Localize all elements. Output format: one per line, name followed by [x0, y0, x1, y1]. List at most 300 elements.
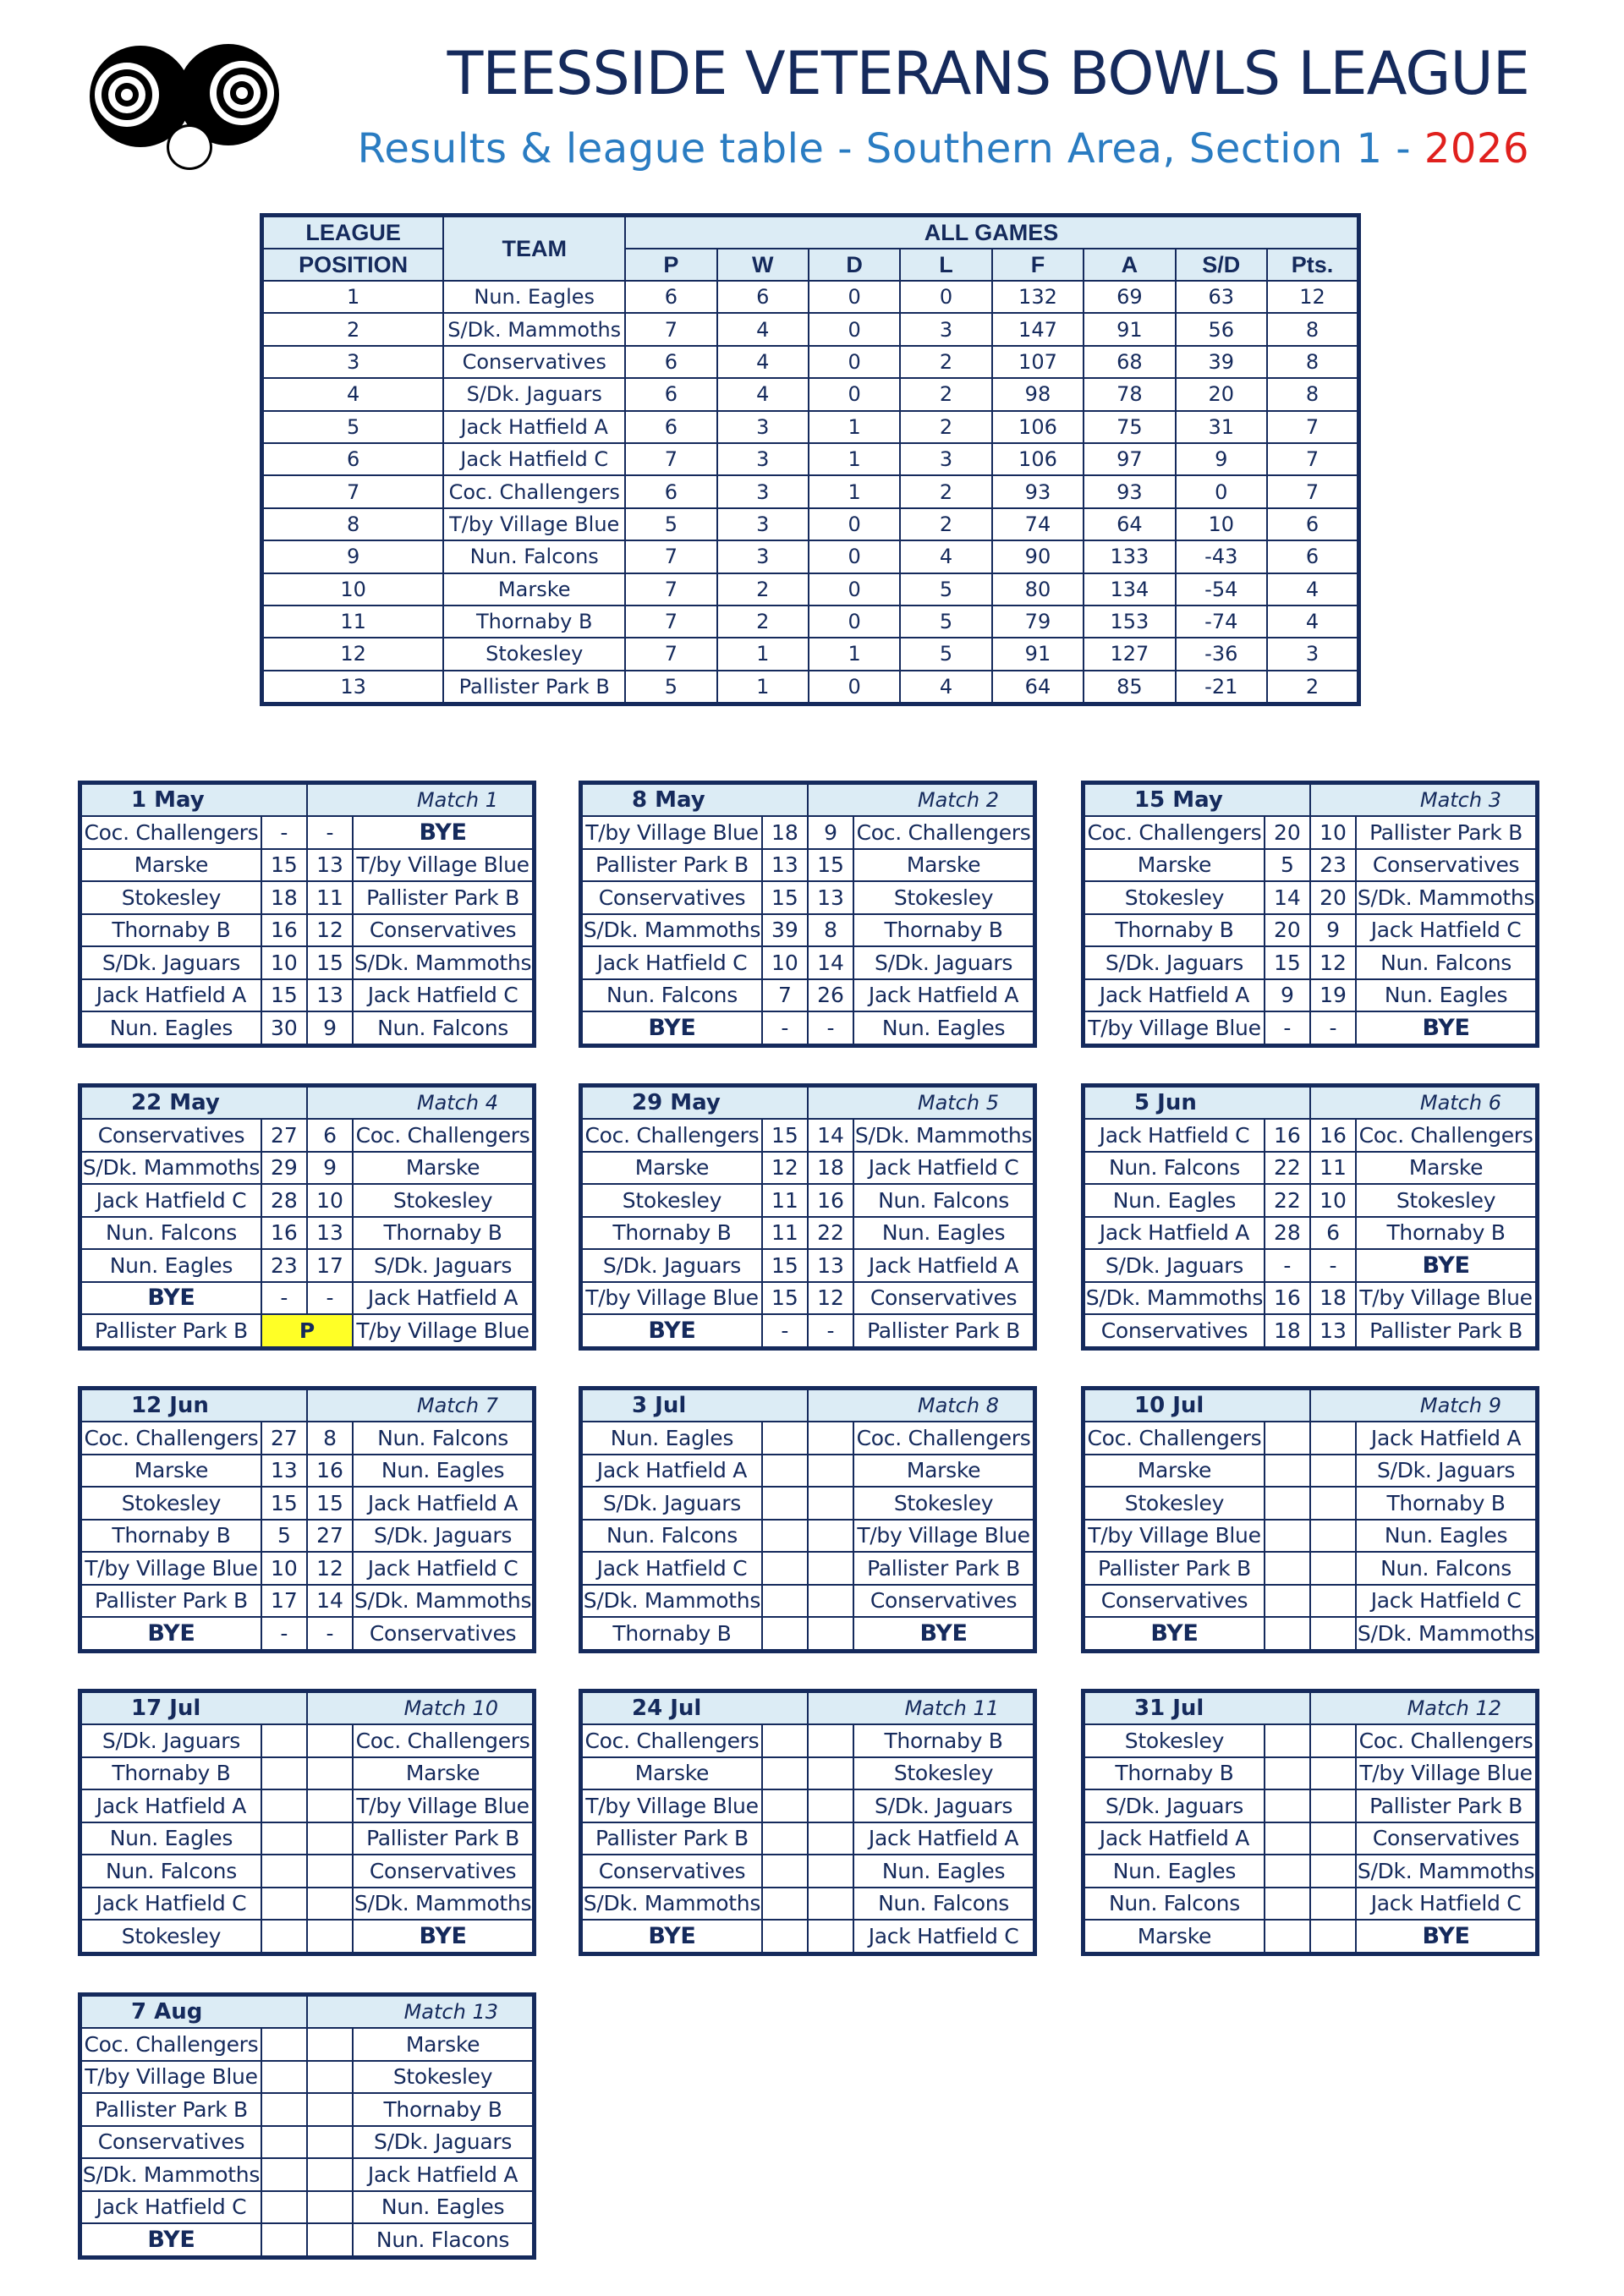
- stat-cell: 85: [1084, 671, 1175, 704]
- match-label: Match 10: [307, 1691, 535, 1725]
- home-team: T/by Village Blue: [581, 816, 762, 849]
- fixture-row: [80, 816, 535, 849]
- fixture-row: [80, 1789, 535, 1822]
- all-games-header: ALL GAMES: [625, 216, 1358, 249]
- home-team: S/Dk. Jaguars: [581, 1487, 762, 1520]
- away-score: 19: [1310, 979, 1356, 1012]
- away-team: Jack Hatfield C: [1356, 1585, 1537, 1618]
- away-team: Nun. Eagles: [1356, 1520, 1537, 1553]
- fixture-row: [1084, 1217, 1538, 1250]
- stat-cell: 7: [625, 443, 716, 475]
- league-position: 10: [262, 573, 444, 606]
- home-team: Jack Hatfield A: [1084, 1822, 1265, 1855]
- table-row: [262, 346, 1359, 378]
- home-score: 15: [762, 1119, 808, 1152]
- league-position: 4: [262, 378, 444, 410]
- match-label: Match 5: [808, 1086, 1035, 1120]
- home-score: [261, 1822, 307, 1855]
- stat-cell: 2: [717, 606, 809, 638]
- away-team: Nun. Flacons: [353, 2223, 534, 2257]
- home-team: Coc. Challengers: [80, 816, 261, 849]
- home-team: S/Dk. Jaguars: [1084, 1789, 1265, 1822]
- away-team: S/Dk. Jaguars: [353, 1249, 534, 1282]
- away-score: 16: [1310, 1119, 1356, 1152]
- away-team: Stokesley: [353, 1184, 534, 1217]
- home-team: Marske: [80, 849, 261, 882]
- stat-cell: 3: [717, 443, 809, 475]
- away-score: 10: [1310, 816, 1356, 849]
- away-score: 10: [1310, 1184, 1356, 1217]
- home-team: T/by Village Blue: [80, 1552, 261, 1585]
- fixture-row: [581, 1724, 1035, 1757]
- stat-cell: 7: [625, 606, 716, 638]
- away-team: T/by Village Blue: [353, 849, 534, 882]
- match-header: [1084, 1691, 1538, 1725]
- home-team: Jack Hatfield C: [581, 946, 762, 979]
- match-label: Match 2: [808, 783, 1035, 817]
- team-name: S/Dk. Mammoths: [443, 313, 625, 345]
- table-row: [262, 281, 1359, 313]
- away-score: [1310, 1520, 1356, 1553]
- home-team: Coc. Challengers: [80, 1422, 261, 1455]
- away-score: [1310, 1617, 1356, 1651]
- away-score: [1310, 1422, 1356, 1455]
- away-score: 13: [1310, 1314, 1356, 1348]
- stat-cell: 2: [717, 573, 809, 606]
- away-score: -: [1310, 1011, 1356, 1045]
- stat-cell: 1: [809, 411, 900, 443]
- away-score: [808, 1422, 853, 1455]
- away-team: Jack Hatfield A: [1356, 1422, 1537, 1455]
- away-score: [1310, 1888, 1356, 1921]
- home-score: 18: [1265, 1314, 1310, 1348]
- fixture-row: [581, 1119, 1035, 1152]
- home-team: Marske: [1084, 1920, 1265, 1954]
- away-score: 15: [808, 849, 853, 882]
- away-score: [1310, 1487, 1356, 1520]
- fixture-row: [581, 979, 1035, 1012]
- stat-cell: 91: [992, 638, 1084, 670]
- stat-cell: 4: [900, 540, 991, 573]
- stat-cell: 6: [717, 281, 809, 313]
- away-score: 16: [808, 1184, 853, 1217]
- stat-cell: 0: [809, 281, 900, 313]
- away-score: 27: [307, 1520, 353, 1553]
- home-score: [261, 2061, 307, 2094]
- stat-cell: 6: [625, 411, 716, 443]
- home-score: 16: [261, 914, 307, 947]
- away-score: 20: [1310, 881, 1356, 914]
- match-date: 24 Jul: [581, 1691, 808, 1725]
- stat-cell: 4: [717, 346, 809, 378]
- home-team: Nun. Falcons: [80, 1855, 261, 1888]
- match-header: [581, 1691, 1035, 1725]
- position-header: LEAGUE: [262, 216, 444, 249]
- home-score: 9: [1265, 979, 1310, 1012]
- match-date: 22 May: [80, 1086, 307, 1120]
- away-score: 11: [1310, 1152, 1356, 1185]
- away-team: Stokesley: [853, 881, 1034, 914]
- stat-cell: 1: [717, 638, 809, 670]
- home-score: 11: [762, 1184, 808, 1217]
- home-score: [762, 1487, 808, 1520]
- away-score: 15: [307, 1487, 353, 1520]
- away-team: Marske: [1356, 1152, 1537, 1185]
- home-score: 28: [261, 1184, 307, 1217]
- away-score: -: [307, 1617, 353, 1651]
- match-label: Match 12: [1310, 1691, 1538, 1725]
- fixture-row: [80, 1152, 535, 1185]
- home-score: [762, 1552, 808, 1585]
- home-team: Jack Hatfield C: [80, 1184, 261, 1217]
- fixture-row: [1084, 979, 1538, 1012]
- fixture-row: [581, 1011, 1035, 1045]
- home-team: BYE: [80, 2223, 261, 2257]
- fixture-row: [581, 1455, 1035, 1488]
- home-team: Coc. Challengers: [581, 1724, 762, 1757]
- stat-cell: 0: [809, 540, 900, 573]
- away-team: Jack Hatfield A: [353, 2158, 534, 2191]
- away-score: 6: [307, 1119, 353, 1152]
- stat-cell: 98: [992, 378, 1084, 410]
- stat-cell: 147: [992, 313, 1084, 345]
- stat-cell: 12: [1267, 281, 1359, 313]
- away-team: Thornaby B: [853, 1724, 1034, 1757]
- away-team: BYE: [1356, 1011, 1537, 1045]
- home-score: 15: [762, 1282, 808, 1315]
- stat-cell: 2: [1267, 671, 1359, 704]
- fixture-row: [1084, 1920, 1538, 1954]
- home-team: S/Dk. Mammoths: [1084, 1282, 1265, 1315]
- match-label: Match 1: [307, 783, 535, 817]
- stat-cell: 69: [1084, 281, 1175, 313]
- away-team: Conservatives: [853, 1282, 1034, 1315]
- table-row: [262, 313, 1359, 345]
- away-team: Pallister Park B: [1356, 816, 1537, 849]
- away-team: Jack Hatfield A: [353, 1282, 534, 1315]
- fixture-row: [80, 1119, 535, 1152]
- stat-cell: 4: [1267, 573, 1359, 606]
- stat-cell: 80: [992, 573, 1084, 606]
- away-score: 13: [808, 881, 853, 914]
- away-team: Coc. Challengers: [853, 1422, 1034, 1455]
- stat-cell: 20: [1176, 378, 1267, 410]
- home-team: Marske: [581, 1152, 762, 1185]
- fixture-row: [1084, 1552, 1538, 1585]
- home-team: T/by Village Blue: [581, 1282, 762, 1315]
- away-team: Marske: [353, 2028, 534, 2061]
- away-score: 18: [1310, 1282, 1356, 1315]
- match-table: [78, 1386, 536, 1653]
- team-name: Thornaby B: [443, 606, 625, 638]
- column-header: A: [1084, 249, 1175, 281]
- match-header: [80, 1389, 535, 1422]
- match-date: 15 May: [1084, 783, 1310, 817]
- away-score: [1310, 1455, 1356, 1488]
- fixture-row: [80, 2126, 535, 2159]
- match-date: 12 Jun: [80, 1389, 307, 1422]
- match-table: [1081, 1689, 1539, 1956]
- away-score: [307, 1724, 353, 1757]
- away-team: BYE: [353, 1920, 534, 1954]
- away-team: Marske: [853, 849, 1034, 882]
- match-label: Match 13: [307, 1995, 535, 2029]
- match-header: [1084, 783, 1538, 817]
- home-team: Conservatives: [581, 881, 762, 914]
- home-team: Jack Hatfield A: [581, 1455, 762, 1488]
- away-score: [1310, 1585, 1356, 1618]
- away-team: S/Dk. Mammoths: [1356, 1617, 1537, 1651]
- home-team: Nun. Eagles: [80, 1822, 261, 1855]
- league-position: 3: [262, 346, 444, 378]
- home-score: 18: [762, 816, 808, 849]
- away-score: [808, 1757, 853, 1790]
- away-team: Nun. Falcons: [853, 1184, 1034, 1217]
- match-table: [579, 1689, 1037, 1956]
- away-team: Thornaby B: [853, 914, 1034, 947]
- stat-cell: 8: [1267, 313, 1359, 345]
- home-team: S/Dk. Mammoths: [80, 2158, 261, 2191]
- home-team: Conservatives: [80, 1119, 261, 1152]
- team-name: Jack Hatfield A: [443, 411, 625, 443]
- home-team: Pallister Park B: [80, 1314, 261, 1348]
- home-score: [1265, 1552, 1310, 1585]
- away-score: 12: [808, 1282, 853, 1315]
- fixture-row: [1084, 1314, 1538, 1348]
- league-position: 2: [262, 313, 444, 345]
- fixture-row: [1084, 1152, 1538, 1185]
- match-table: [78, 1689, 536, 1956]
- away-team: Nun. Falcons: [353, 1011, 534, 1045]
- home-team: S/Dk. Mammoths: [80, 1152, 261, 1185]
- fixture-row: [581, 1422, 1035, 1455]
- home-score: 15: [261, 979, 307, 1012]
- home-score: 11: [762, 1217, 808, 1250]
- stat-cell: 127: [1084, 638, 1175, 670]
- home-team: Pallister Park B: [581, 849, 762, 882]
- stat-cell: 68: [1084, 346, 1175, 378]
- match-date: 8 May: [581, 783, 808, 817]
- fixture-row: [1084, 1757, 1538, 1790]
- fixture-row: [581, 849, 1035, 882]
- stat-cell: 107: [992, 346, 1084, 378]
- stat-cell: 7: [1267, 411, 1359, 443]
- stat-cell: 0: [809, 346, 900, 378]
- home-team: Nun. Eagles: [581, 1422, 762, 1455]
- stat-cell: 6: [625, 281, 716, 313]
- home-team: Jack Hatfield C: [581, 1552, 762, 1585]
- table-row: [262, 638, 1359, 670]
- team-name: Nun. Falcons: [443, 540, 625, 573]
- home-score: [261, 2126, 307, 2159]
- home-team: T/by Village Blue: [1084, 1520, 1265, 1553]
- away-team: S/Dk. Mammoths: [1356, 881, 1537, 914]
- away-score: 13: [307, 979, 353, 1012]
- away-team: Conservatives: [1356, 849, 1537, 882]
- match-header: [581, 1086, 1035, 1120]
- home-score: [1265, 1724, 1310, 1757]
- fixture-row: [581, 1249, 1035, 1282]
- away-score: [307, 1757, 353, 1790]
- home-score: 39: [762, 914, 808, 947]
- fixture-row: [80, 1282, 535, 1315]
- home-score: [261, 1724, 307, 1757]
- fixture-row: [80, 1217, 535, 1250]
- away-score: 9: [1310, 914, 1356, 947]
- away-score: [1310, 1822, 1356, 1855]
- away-score: [808, 1724, 853, 1757]
- home-team: Jack Hatfield A: [1084, 979, 1265, 1012]
- home-team: Conservatives: [581, 1855, 762, 1888]
- away-score: [808, 1920, 853, 1954]
- stat-cell: 7: [1267, 443, 1359, 475]
- match-label: Match 3: [1310, 783, 1538, 817]
- fixture-row: [80, 2223, 535, 2257]
- home-score: [1265, 1585, 1310, 1618]
- fixture-row: [581, 1855, 1035, 1888]
- league-position: 9: [262, 540, 444, 573]
- away-team: T/by Village Blue: [853, 1520, 1034, 1553]
- away-team: Pallister Park B: [1356, 1789, 1537, 1822]
- away-score: [1310, 1920, 1356, 1954]
- away-team: Marske: [853, 1455, 1034, 1488]
- team-name: T/by Village Blue: [443, 508, 625, 540]
- stat-cell: 153: [1084, 606, 1175, 638]
- away-team: Jack Hatfield A: [853, 979, 1034, 1012]
- fixture-row: [80, 1617, 535, 1651]
- away-team: Conservatives: [353, 1617, 534, 1651]
- fixture-row: [80, 1314, 535, 1348]
- home-score: -: [762, 1314, 808, 1348]
- home-score: [1265, 1822, 1310, 1855]
- home-score: -: [1265, 1011, 1310, 1045]
- stat-cell: 91: [1084, 313, 1175, 345]
- away-team: Thornaby B: [1356, 1217, 1537, 1250]
- home-team: T/by Village Blue: [581, 1789, 762, 1822]
- home-team: T/by Village Blue: [1084, 1011, 1265, 1045]
- stat-cell: 3: [900, 443, 991, 475]
- fixture-row: [1084, 816, 1538, 849]
- away-team: S/Dk. Mammoths: [853, 1119, 1034, 1152]
- away-team: Conservatives: [353, 1855, 534, 1888]
- stat-cell: 64: [1084, 508, 1175, 540]
- stat-cell: 79: [992, 606, 1084, 638]
- home-score: [261, 2028, 307, 2061]
- home-score: 16: [261, 1217, 307, 1250]
- home-score: [762, 1822, 808, 1855]
- fixture-row: [80, 881, 535, 914]
- stat-cell: 7: [1267, 475, 1359, 507]
- fixture-row: [581, 914, 1035, 947]
- match-label: Match 8: [808, 1389, 1035, 1422]
- fixture-row: [1084, 1249, 1538, 1282]
- home-team: Marske: [1084, 1455, 1265, 1488]
- away-team: Marske: [353, 1757, 534, 1790]
- home-team: Thornaby B: [1084, 914, 1265, 947]
- away-team: Pallister Park B: [1356, 1314, 1537, 1348]
- home-score: [762, 1724, 808, 1757]
- away-team: S/Dk. Mammoths: [1356, 1855, 1537, 1888]
- home-team: Pallister Park B: [80, 1585, 261, 1618]
- stat-cell: -43: [1176, 540, 1267, 573]
- home-team: Jack Hatfield A: [80, 1789, 261, 1822]
- table-row: [262, 606, 1359, 638]
- away-team: Coc. Challengers: [1356, 1119, 1537, 1152]
- home-score: 15: [762, 1249, 808, 1282]
- home-score: [762, 1455, 808, 1488]
- match-date: 10 Jul: [1084, 1389, 1310, 1422]
- stat-cell: 90: [992, 540, 1084, 573]
- away-score: [307, 1920, 353, 1954]
- stat-cell: 3: [1267, 638, 1359, 670]
- home-score: [762, 1855, 808, 1888]
- fixture-row: [80, 1757, 535, 1790]
- team-header: TEAM: [443, 216, 625, 282]
- home-score: 30: [261, 1011, 307, 1045]
- away-score: [1310, 1757, 1356, 1790]
- home-team: Stokesley: [1084, 1487, 1265, 1520]
- home-score: [1265, 1487, 1310, 1520]
- home-score: 10: [261, 1552, 307, 1585]
- away-team: BYE: [853, 1617, 1034, 1651]
- away-team: S/Dk. Mammoths: [353, 946, 534, 979]
- home-team: S/Dk. Jaguars: [1084, 946, 1265, 979]
- stat-cell: 31: [1176, 411, 1267, 443]
- fixture-row: [1084, 881, 1538, 914]
- fixture-row: [80, 1487, 535, 1520]
- away-team: BYE: [1356, 1249, 1537, 1282]
- away-team: T/by Village Blue: [353, 1789, 534, 1822]
- away-score: 11: [307, 881, 353, 914]
- fixture-row: [581, 1822, 1035, 1855]
- match-table: [1081, 781, 1539, 1048]
- match-label: Match 4: [307, 1086, 535, 1120]
- league-position: 8: [262, 508, 444, 540]
- fixture-row: [581, 1520, 1035, 1553]
- away-team: Thornaby B: [353, 1217, 534, 1250]
- column-header: L: [900, 249, 991, 281]
- league-position: 5: [262, 411, 444, 443]
- home-score: 13: [762, 849, 808, 882]
- stat-cell: 2: [900, 475, 991, 507]
- home-score: [1265, 1520, 1310, 1553]
- home-score: [762, 1920, 808, 1954]
- table-row: [262, 540, 1359, 573]
- home-team: Coc. Challengers: [1084, 816, 1265, 849]
- match-table: [579, 1083, 1037, 1351]
- league-position: 7: [262, 475, 444, 507]
- home-score: 10: [261, 946, 307, 979]
- away-score: -: [1310, 1249, 1356, 1282]
- home-team: S/Dk. Jaguars: [581, 1249, 762, 1282]
- home-score: [261, 1888, 307, 1921]
- home-team: Nun. Falcons: [1084, 1888, 1265, 1921]
- match-table: [78, 781, 536, 1048]
- away-score: 10: [307, 1184, 353, 1217]
- home-team: Pallister Park B: [1084, 1552, 1265, 1585]
- stat-cell: 106: [992, 443, 1084, 475]
- home-team: Coc. Challengers: [80, 2028, 261, 2061]
- away-score: 12: [1310, 946, 1356, 979]
- away-team: Nun. Falcons: [1356, 1552, 1537, 1585]
- home-team: Jack Hatfield C: [1084, 1119, 1265, 1152]
- match-table: [78, 1083, 536, 1351]
- team-name: Stokesley: [443, 638, 625, 670]
- away-team: Jack Hatfield C: [353, 1552, 534, 1585]
- away-score: [307, 2158, 353, 2191]
- fixture-row: [80, 2061, 535, 2094]
- stat-cell: 5: [625, 508, 716, 540]
